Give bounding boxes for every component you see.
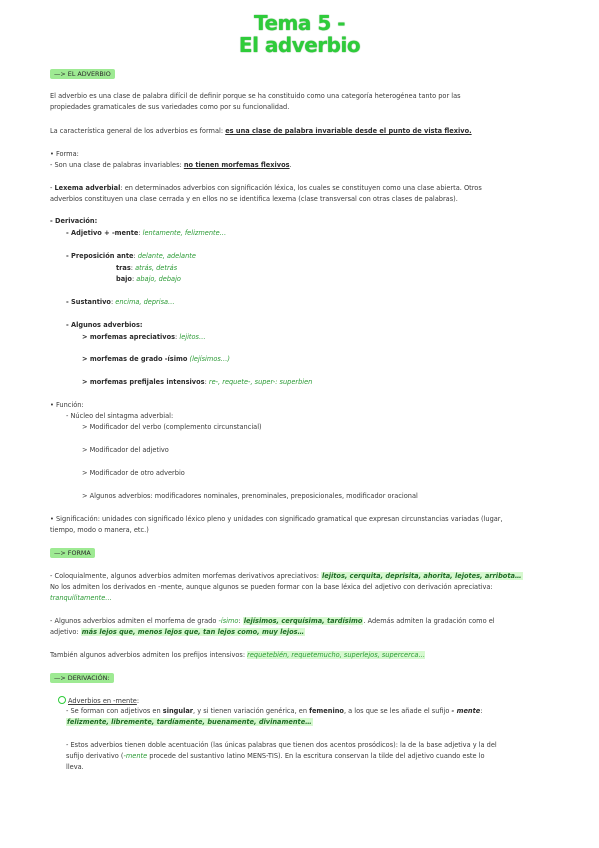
gradacion-examples: más lejos que, menos lejos que, tan lejos como, muy lejos… [81, 628, 305, 636]
forma-prefijos [50, 651, 550, 661]
morf-pref-examples: re-, requete-, super-: superbien [208, 378, 313, 386]
mente-rule-post: , a los que se les añade el sufijo [343, 707, 452, 715]
mente-femenino: femenino [309, 707, 344, 715]
morf-aprec-term: > morfemas apreciativos [82, 333, 176, 341]
forma-coloquial-line2: No los admiten los derivados en -mente, aunque algunos se pueden formar con la base léxica del adjetivo con derivación apreciativa: [50, 583, 493, 591]
morf-pref-term: > morfemas prefijales intensivos [82, 378, 205, 386]
grado-examples: lejísimos, cerquísima, tardísimo [243, 617, 363, 625]
coloquial-examples: lejitos, cerquita, deprisita, ahorita, lejotes, arribota… [322, 572, 522, 580]
prefijos-text: También algunos adverbios admiten los prefijos intensivos: [50, 651, 248, 659]
deriv-adjetivo-examples: lentamente, felizmente… [142, 229, 227, 237]
deriv-tras: tras: atrás, detrás [116, 264, 178, 272]
deriv-bajo: bajo: abajo, debajo [116, 275, 181, 283]
deriv-bajo-term: bajo [116, 275, 132, 283]
deriv-tras-term: tras [116, 264, 131, 272]
acentuacion-suffix: -mente [123, 752, 148, 760]
deriv-morfemas-grado [82, 355, 582, 365]
deriv-adjetivo-term: - Adjetivo + -mente [66, 229, 139, 237]
lexema-dash: - [50, 184, 55, 192]
significacion-line1: • Significación: unidades con significado léxico pleno y unidades con significado gramatical que expresan circunstancias variadas (lugar, [50, 515, 503, 523]
characteristic-label: La característica general de los adverbios es formal: [50, 127, 226, 135]
section-heading-derivacion: —> DERIVACIÓN: [50, 673, 114, 683]
funcion-item-adverbio: > Modificador de otro adverbio [82, 469, 185, 477]
forma-grado-line2 [50, 628, 550, 638]
mente-singular: singular [162, 707, 194, 715]
deriv-bajo-examples: abajo, debajo [136, 275, 181, 283]
forma-invariable [50, 161, 550, 171]
mente-rule-line2 [66, 718, 566, 728]
coloquial-example-tranquilitamente: tranquilitamente… [50, 594, 112, 602]
mente-rule-line1 [66, 707, 566, 717]
prefijos-examples: requetebién, requetemucho, superlejos, supercerca… [247, 651, 426, 659]
morf-grado-term: > morfemas de grado -ísimo [82, 355, 188, 363]
circle-bullet-icon [58, 696, 66, 704]
grado-text: - Algunos adverbios admiten el morfema de grado [50, 617, 219, 625]
lexema-text: : en determinados adverbios con significación léxica, los cuales se constituyen como una clase abierta. Otros [120, 184, 482, 192]
acentuacion-line2 [66, 752, 546, 762]
intro-line1: El adverbio es una clase de palabra difícil de definir porque se ha constituido como una categoría heterogénea tanto por las [50, 92, 461, 100]
forma-grado-line1 [50, 617, 550, 627]
acentuacion-line3: lleva. [66, 763, 84, 771]
forma-invariable-end: . [289, 161, 292, 169]
deriv-sustantivo: - Sustantivo: encima, deprisa… [66, 298, 175, 306]
intro-characteristic [50, 127, 550, 137]
grado-text-end: . Además admiten la gradación como el [363, 617, 495, 625]
lexema-term: Lexema adverbial [54, 184, 121, 192]
funcion-nucleo: - Núcleo del sintagma adverbial: [66, 412, 174, 420]
gradacion-text: adjetivo: [50, 628, 81, 636]
morf-aprec-examples: lejitos… [179, 333, 206, 341]
funcion-item-adjetivo: > Modificador del adjetivo [82, 446, 169, 454]
funcion-label: • Función: [50, 401, 84, 409]
deriv-adjetivo: - Adjetivo + -mente: lentamente, felizmente… [66, 229, 227, 237]
forma-invariable-bold: no tienen morfemas flexivos [183, 161, 290, 169]
page-title-line1: Tema 5 - [253, 11, 346, 35]
deriv-algunos: - Algunos adverbios: [66, 321, 143, 329]
forma-invariable-text: - Son una clase de palabras invariables: [50, 161, 184, 169]
morf-grado-examples: (lejísimos…) [189, 355, 230, 363]
deriv-morfemas-apreciativos: > morfemas apreciativos: lejitos… [82, 333, 206, 341]
acentuacion-text: sufijo derivativo ( [66, 752, 124, 760]
section-heading-adverbio: —> EL ADVERBIO [50, 69, 115, 79]
mente-rule-mid: , y si tienen variación genérica, en [193, 707, 310, 715]
mente-title-colon: : [136, 697, 140, 705]
grado-colon: : [238, 617, 243, 625]
coloquial-text: - Coloquialmente, algunos adverbios admiten morfemas derivativos apreciativos: [50, 572, 322, 580]
funcion-item-verbo: > Modificador del verbo (complemento circunstancial) [82, 423, 262, 431]
characteristic-definition: es una clase de palabra invariable desde el punto de vista flexivo. [225, 127, 472, 135]
acentuacion-text-end: procede del sustantivo latino MENS-TIS). En la escritura conservan la tilde del adjetivo cuando este lo [147, 752, 485, 760]
mente-suffix-colon: : [480, 707, 483, 715]
acentuacion-line1: - Estos adverbios tienen doble acentuación (las únicas palabras que tienen dos acentos prosódicos): la de la base adjetiva y la del [66, 741, 497, 749]
deriv-sust-examples: encima, deprisa… [115, 298, 175, 306]
deriv-morfemas-prefijales: > morfemas prefijales intensivos: re-, requete-, super-: superbien [82, 378, 313, 386]
forma-coloquial-line3 [50, 594, 550, 604]
forma-label: • Forma: [50, 150, 79, 158]
deriv-tras-examples: atrás, detrás [135, 264, 178, 272]
derivacion-label: - Derivación: [50, 217, 98, 225]
mente-examples: felizmente, libremente, tardíamente, buenamente, divinamente… [67, 718, 312, 726]
forma-coloquial-line1 [50, 572, 550, 582]
mente-rule-text: - Se forman con adjetivos en [66, 707, 163, 715]
deriv-preposicion: - Preposición ante: delante, adelante [66, 252, 196, 260]
mente-title: Adverbios en -mente [68, 697, 137, 705]
deriv-prep-examples: delante, adelante [137, 252, 196, 260]
grado-suffix: -ísimo [218, 617, 239, 625]
intro-line2: propiedades gramaticales de sus variedades como por su funcionalidad. [50, 103, 290, 111]
lexema-line2: adverbios constituyen una clase cerrada y en ellos no se identifica lexema (clase transversal con otras clases de palabras). [50, 195, 458, 203]
mente-heading [58, 696, 558, 707]
page-title-line2: El adverbio [238, 33, 361, 57]
significacion-line2: tiempo, modo o manera, etc.) [50, 526, 149, 534]
deriv-prep-term: - Preposición ante [66, 252, 134, 260]
lexema-line1 [50, 184, 550, 194]
mente-suffix: - mente [451, 707, 481, 715]
funcion-item-otros: > Algunos adverbios: modificadores nominales, prenominales, preposicionales, modificador oracional [82, 492, 418, 500]
deriv-sust-term: - Sustantivo [66, 298, 111, 306]
section-heading-forma: —> FORMA [50, 548, 95, 558]
